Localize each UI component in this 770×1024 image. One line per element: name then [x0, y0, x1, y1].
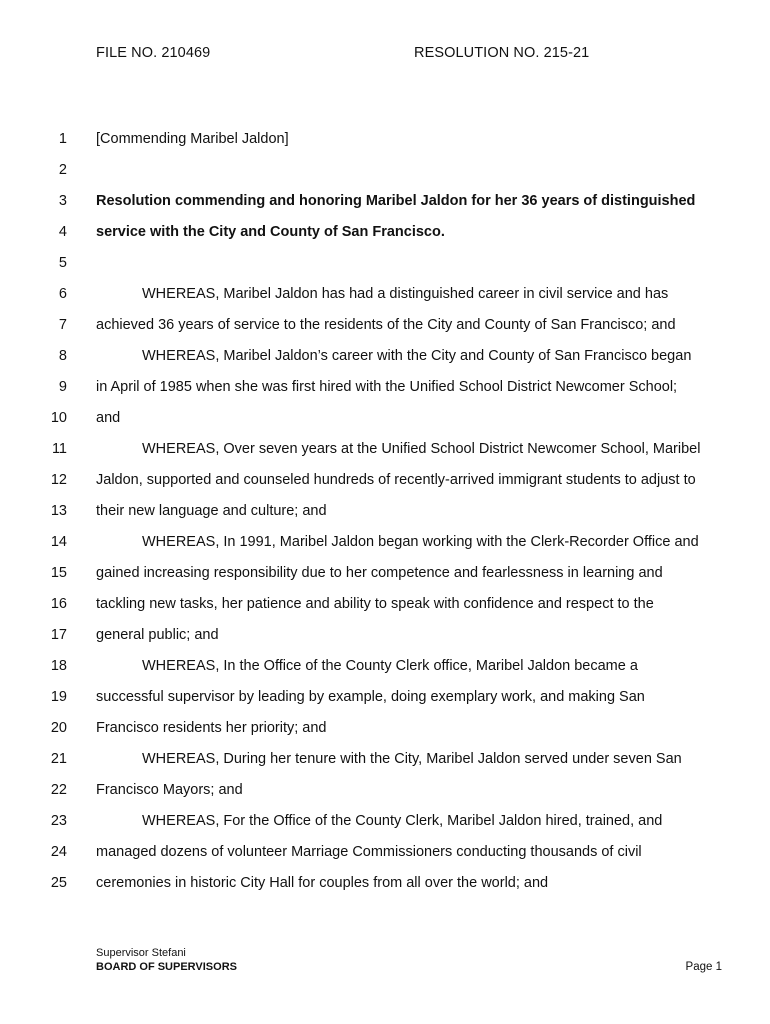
resolution-title-line: Resolution commending and honoring Maribel Jaldon for her 36 years of distinguished: [96, 193, 696, 209]
line-1: [0, 124, 770, 155]
line-number: 6: [58, 286, 67, 302]
line-number: 3: [58, 193, 67, 209]
line-number: 4: [58, 224, 67, 240]
line-text: WHEREAS, In 1991, Maribel Jaldon began working with the Clerk-Recorder Office and: [142, 534, 699, 550]
line-number: 7: [58, 317, 67, 333]
line-16: [0, 589, 770, 620]
line-text: [Commending Maribel Jaldon]: [96, 131, 289, 147]
line-9: [0, 372, 770, 403]
line-24: [0, 837, 770, 868]
line-14: [0, 527, 770, 558]
line-12: [0, 465, 770, 496]
line-number: 23: [50, 813, 67, 829]
line-number: 24: [50, 844, 67, 860]
line-18: [0, 651, 770, 682]
line-text: managed dozens of volunteer Marriage Commissioners conducting thousands of civil: [96, 844, 642, 860]
line-13: [0, 496, 770, 527]
line-text: WHEREAS, For the Office of the County Clerk, Maribel Jaldon hired, trained, and: [142, 813, 663, 829]
line-number: 15: [50, 565, 67, 581]
line-number: 8: [58, 348, 67, 364]
resolution-title-line: service with the City and County of San Francisco.: [96, 224, 445, 240]
line-20: [0, 713, 770, 744]
document-footer: [96, 946, 722, 974]
line-number: 13: [50, 503, 67, 519]
line-number: 2: [58, 162, 67, 178]
line-23: [0, 806, 770, 837]
board-name: BOARD OF SUPERVISORS: [96, 961, 237, 973]
line-text: Francisco Mayors; and: [96, 782, 243, 798]
page-number: Page 1: [685, 961, 722, 973]
line-text: WHEREAS, Maribel Jaldon has had a distinguished career in civil service and has: [142, 286, 669, 302]
line-text: in April of 1985 when she was first hired with the Unified School District Newcomer School;: [96, 379, 678, 395]
line-text: successful supervisor by leading by example, doing exemplary work, and making San: [96, 689, 645, 705]
line-number: 20: [50, 720, 67, 736]
line-19: [0, 682, 770, 713]
line-text: gained increasing responsibility due to her competence and fearlessness in learning and: [96, 565, 663, 581]
line-number: 25: [50, 875, 67, 891]
line-10: [0, 403, 770, 434]
line-2: [0, 155, 770, 186]
line-text: achieved 36 years of service to the residents of the City and County of San Francisco; and: [96, 317, 676, 333]
line-text: their new language and culture; and: [96, 503, 327, 519]
line-text: WHEREAS, Over seven years at the Unified School District Newcomer School, Maribel: [142, 441, 701, 457]
line-text: Francisco residents her priority; and: [96, 720, 327, 736]
line-text: general public; and: [96, 627, 219, 643]
line-25: [0, 868, 770, 899]
file-number: FILE NO. 210469: [96, 45, 211, 61]
line-number: 14: [50, 534, 67, 550]
line-number: 16: [50, 596, 67, 612]
line-4: [0, 217, 770, 248]
line-text: WHEREAS, During her tenure with the City, Maribel Jaldon served under seven San: [142, 751, 682, 767]
line-15: [0, 558, 770, 589]
line-7: [0, 310, 770, 341]
line-number: 9: [58, 379, 67, 395]
sponsor-name: Supervisor Stefani: [96, 947, 186, 959]
line-number: 19: [50, 689, 67, 705]
line-text: ceremonies in historic City Hall for couples from all over the world; and: [96, 875, 549, 891]
line-8: [0, 341, 770, 372]
line-text: WHEREAS, In the Office of the County Clerk office, Maribel Jaldon became a: [142, 658, 638, 674]
line-number: 18: [50, 658, 67, 674]
line-number: 10: [50, 410, 67, 426]
line-number: 5: [58, 255, 67, 271]
line-5: [0, 248, 770, 279]
line-3: [0, 186, 770, 217]
line-17: [0, 620, 770, 651]
line-number: 12: [50, 472, 67, 488]
line-text: and: [96, 410, 121, 426]
line-6: [0, 279, 770, 310]
line-number: 1: [58, 131, 67, 147]
line-text: tackling new tasks, her patience and ability to speak with confidence and respect to the: [96, 596, 654, 612]
line-text: WHEREAS, Maribel Jaldon’s career with the City and County of San Francisco began: [142, 348, 692, 364]
resolution-number: RESOLUTION NO. 215-21: [414, 45, 590, 61]
line-11: [0, 434, 770, 465]
line-21: [0, 744, 770, 775]
line-number: 11: [51, 441, 67, 457]
line-text: Jaldon, supported and counseled hundreds of recently-arrived immigrant students to adjust to: [96, 472, 696, 488]
line-number: 17: [50, 627, 67, 643]
line-number: 22: [50, 782, 67, 798]
line-number: 21: [50, 751, 67, 767]
line-22: [0, 775, 770, 806]
